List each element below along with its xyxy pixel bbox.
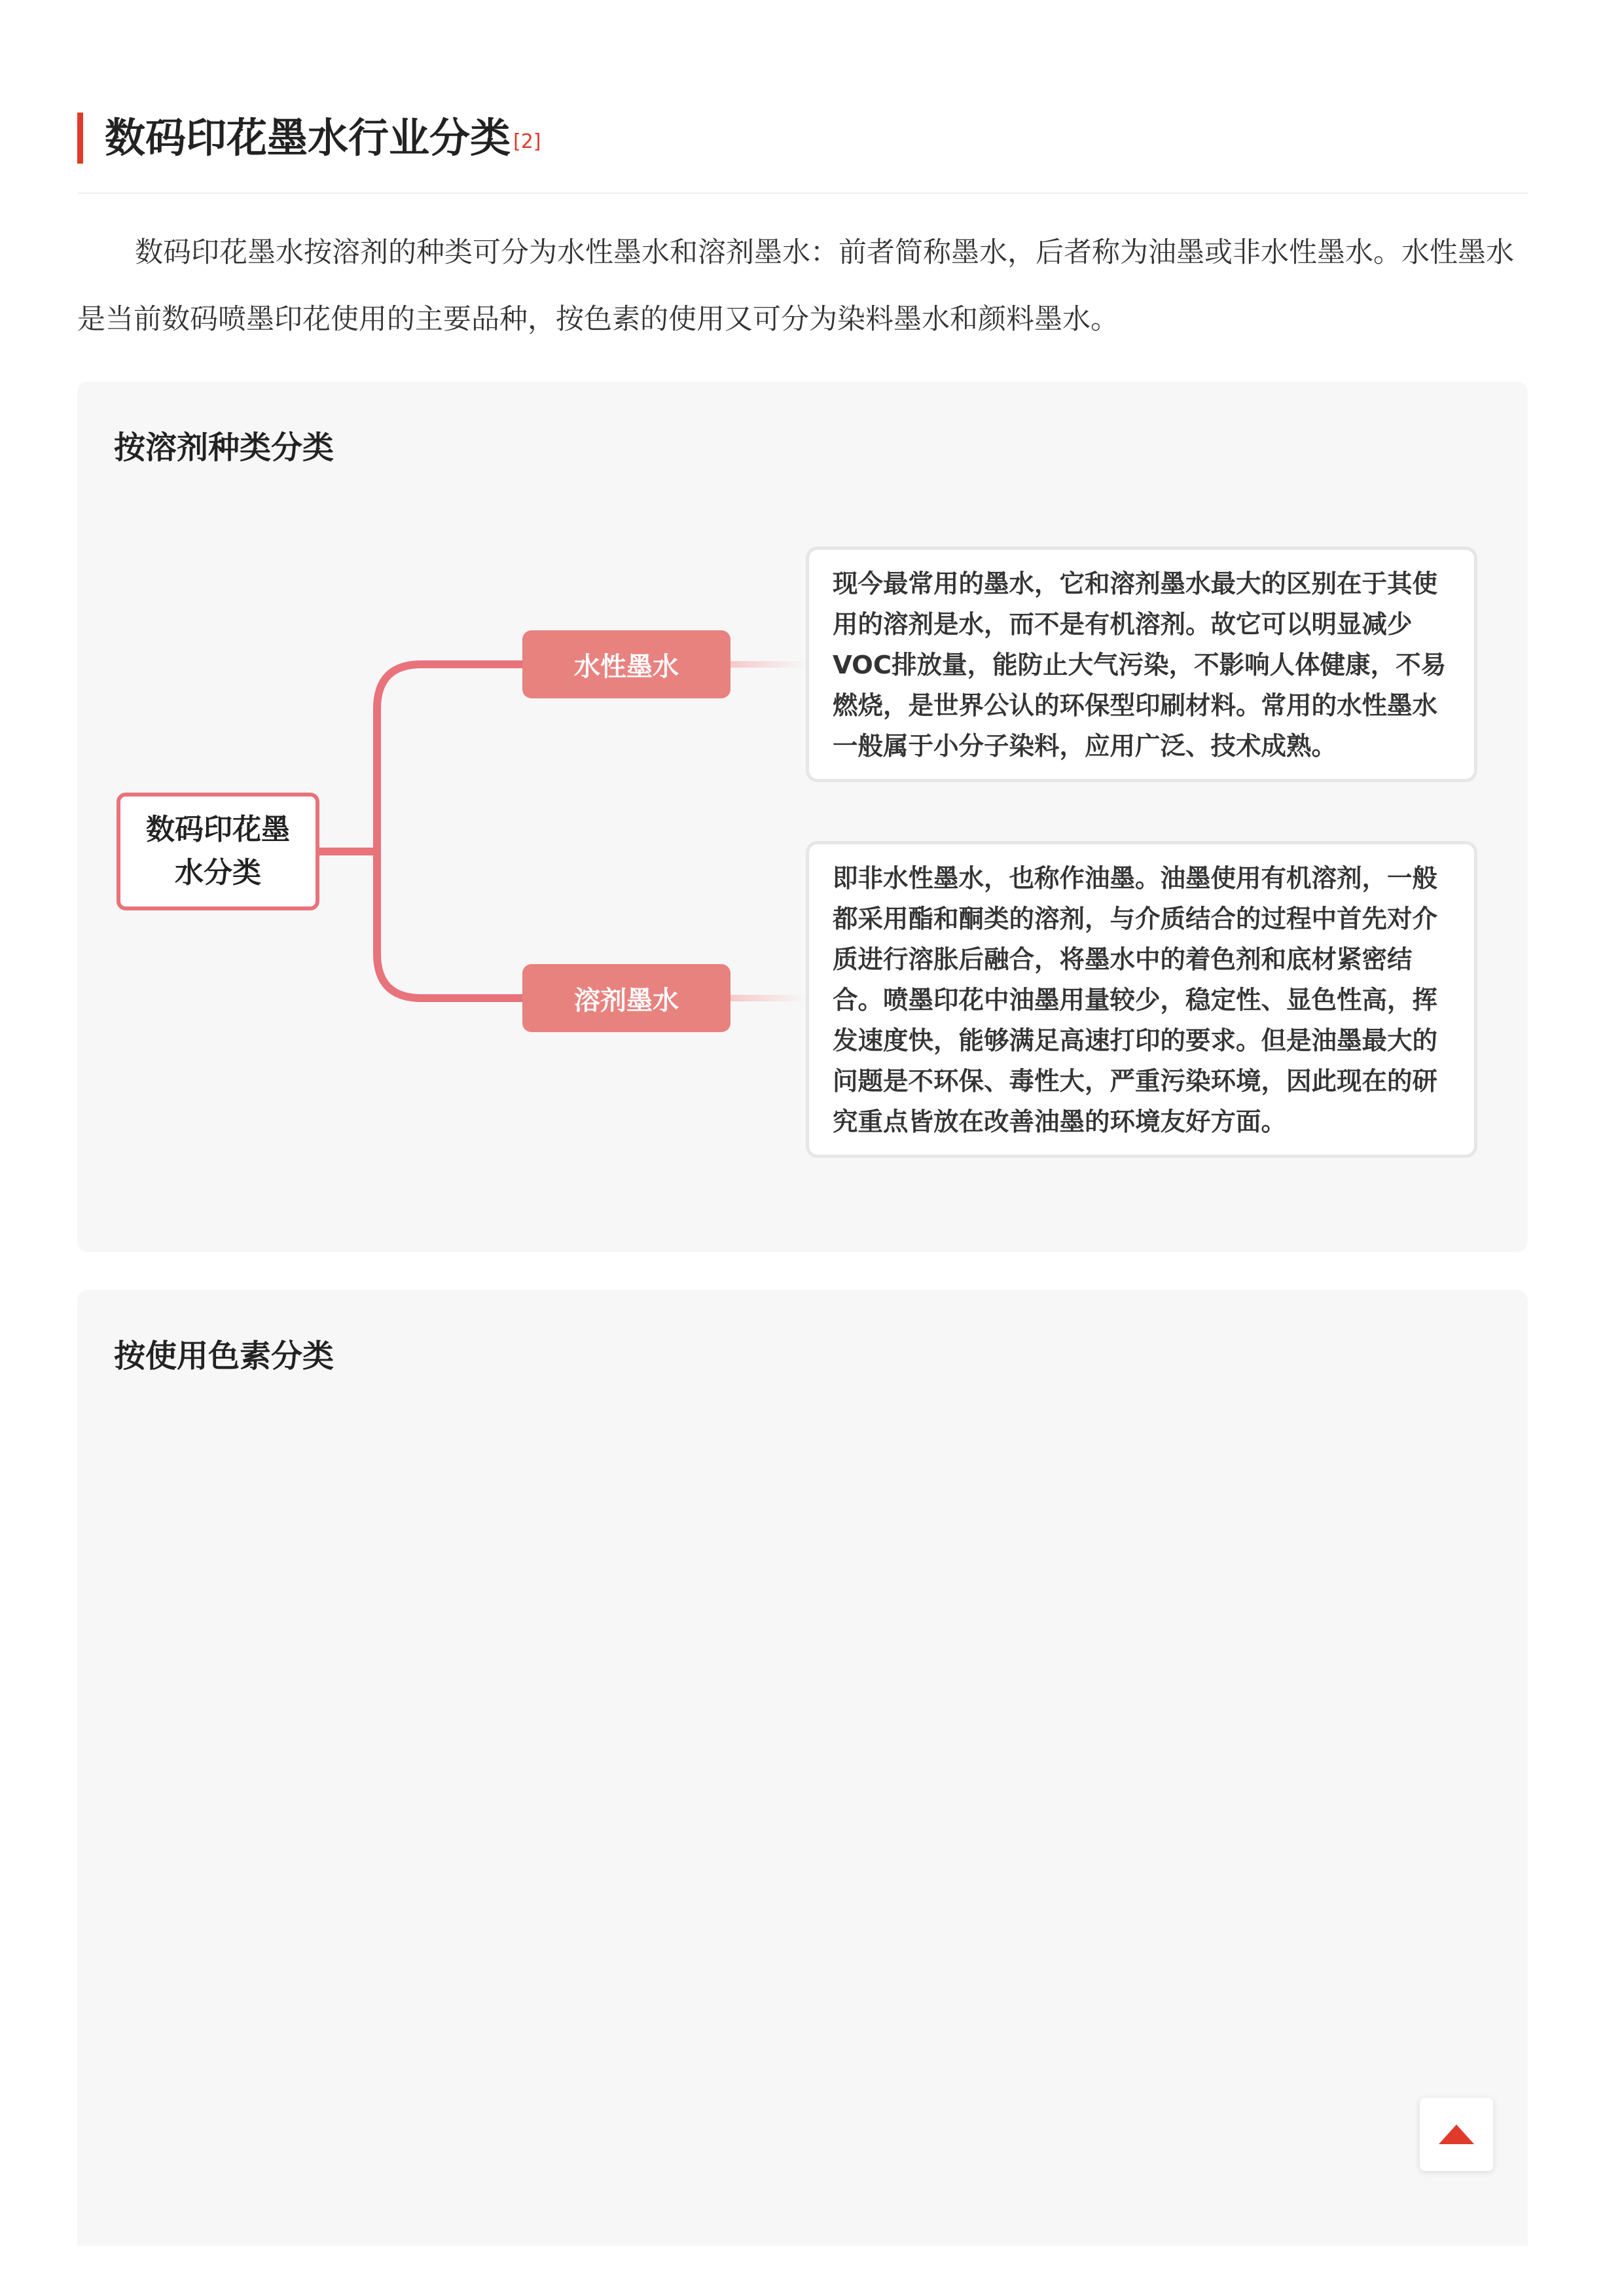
back-to-top-button[interactable]	[1420, 2098, 1493, 2171]
connector-water	[377, 664, 522, 852]
mindmap-root-node: 数码印花墨水分类	[117, 793, 319, 910]
title-accent-bar	[77, 113, 83, 164]
section-header	[77, 110, 1528, 194]
page-title-text: 数码印花墨水行业分类	[105, 114, 511, 162]
branch-node-solvent-ink: 溶剂墨水	[522, 964, 731, 1032]
intro-paragraph: 数码印花墨水按溶剂的种类可分为水性墨水和溶剂墨水：前者简称墨水，后者称为油墨或非水性墨水。水性墨水是当前数码喷墨印花使用的主要品种，按色素的使用又可分为染料墨水和颜料墨水。	[77, 236, 1514, 336]
mindmap	[77, 382, 1528, 1252]
pigment-classification-card	[77, 1290, 1528, 2246]
page-title	[105, 109, 541, 168]
citation-link[interactable]: [2]	[513, 130, 541, 153]
card-title-solvent: 按溶剂种类分类	[114, 429, 334, 466]
leaf-description-solvent-ink: 即非水性墨水，也称作油墨。油墨使用有机溶剂，一般都采用酯和酮类的溶剂，与介质结合的过程中首先对介质进行溶胀后融合，将墨水中的着色剂和底材紧密结合。喷墨印花中油墨用量较少，稳定性、显色性高，挥发速度快，能够满足高速打印的要求。但是油墨最大的问题是不环保、毒性大，严重污染环境，因此现在的研究重点皆放在改善油墨的环境友好方面。	[806, 841, 1477, 1158]
connector-solvent-leaf	[731, 995, 806, 1001]
connector-solvent	[377, 852, 522, 998]
connector-water-leaf	[731, 661, 806, 668]
branch-node-water-ink: 水性墨水	[522, 630, 731, 698]
solvent-classification-card	[77, 382, 1528, 1252]
card-title-pigment: 按使用色素分类	[114, 1338, 334, 1374]
triangle-up-icon	[1439, 2125, 1474, 2144]
leaf-description-water-ink: 现今最常用的墨水，它和溶剂墨水最大的区别在于其使用的溶剂是水，而不是有机溶剂。故它可以明显减少VOC排放量，能防止大气污染，不影响人体健康，不易燃烧，是世界公认的环保型印刷材料。常用的水性墨水一般属于小分子染料，应用广泛、技术成熟。	[806, 547, 1477, 782]
